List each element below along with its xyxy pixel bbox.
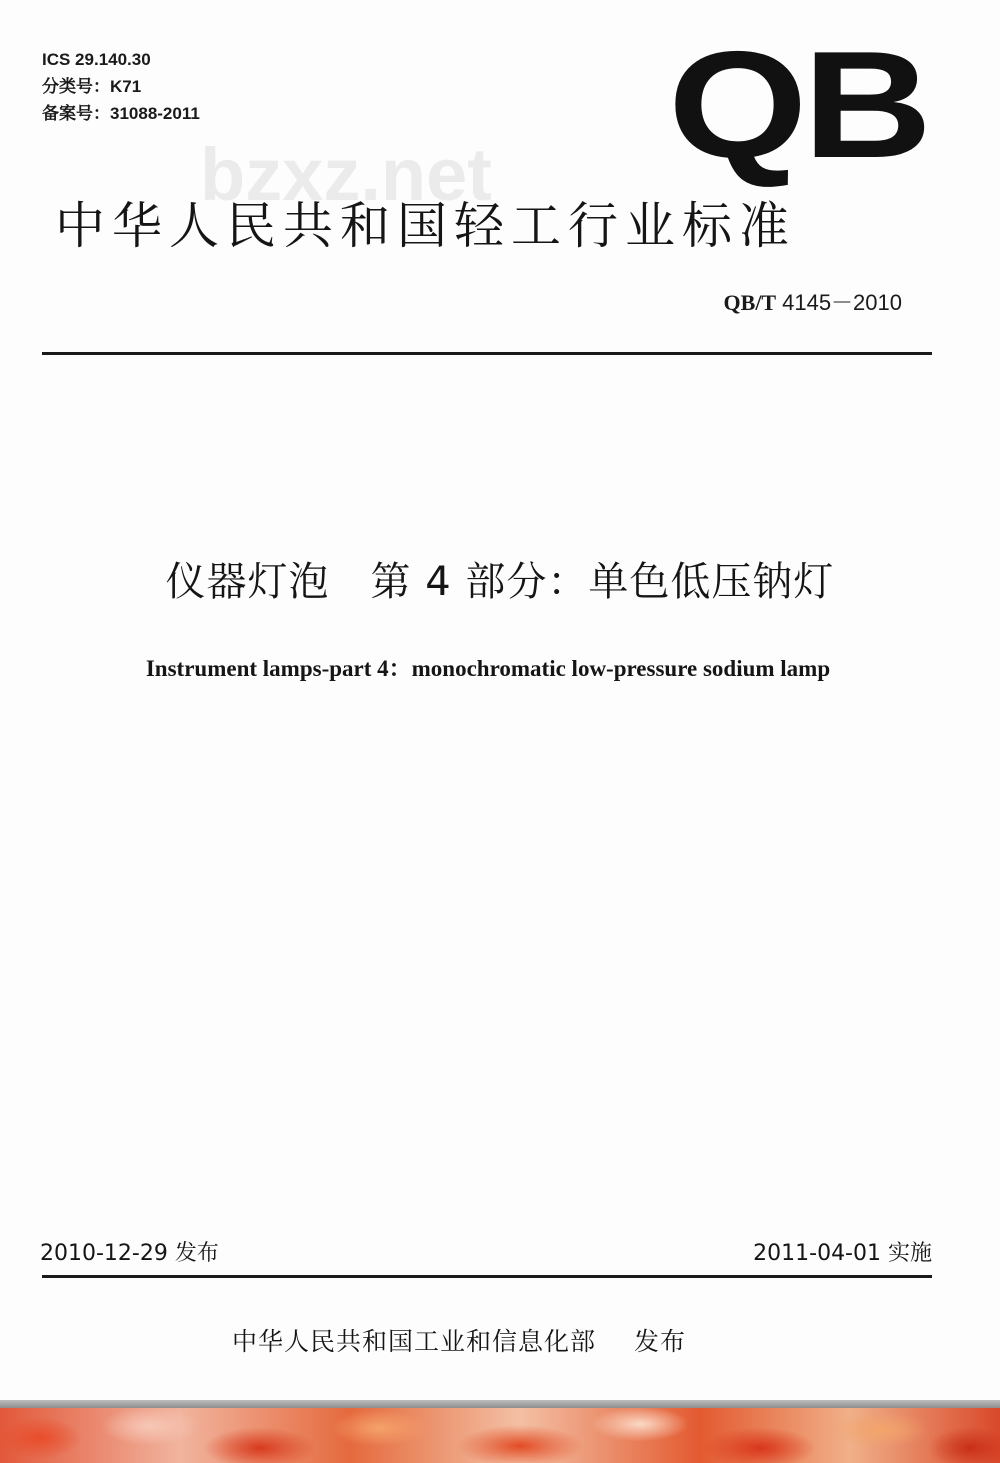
footer-divider [42,1275,932,1278]
publisher-line [232,1322,686,1362]
qb-logo: QB [668,20,928,190]
document-title-english: Instrument lamps-part 4：monochromatic low-pressure sodium lamp [145,656,831,681]
standard-code: 4145－2010 [782,290,902,315]
classification-code: 分类号：K71 [42,77,142,96]
header-divider [42,352,932,355]
standard-number [724,286,902,320]
cover-edge-strip [0,1400,1000,1408]
watermark: bzxz.net [200,133,492,216]
decorative-flower-band [0,1408,1000,1463]
publisher-name: 中华人民共和国工业和信息化部 [232,1327,597,1356]
industry-standard-title: 中华人民共和国轻工行业标准 [55,197,796,255]
issue-date: 2010-12-29 发布 [40,1241,219,1266]
standard-meta [42,46,200,127]
standard-prefix: QB/T [723,290,777,315]
document-title-chinese: 仪器灯泡 第 4 部分：单色低压钠灯 [165,559,835,605]
record-number: 备案号：31088-2011 [42,104,200,123]
implementation-date: 2011-04-01 实施 [753,1241,932,1266]
ics-code: ICS 29.140.30 [42,50,151,69]
publisher-action: 发布 [634,1327,687,1356]
